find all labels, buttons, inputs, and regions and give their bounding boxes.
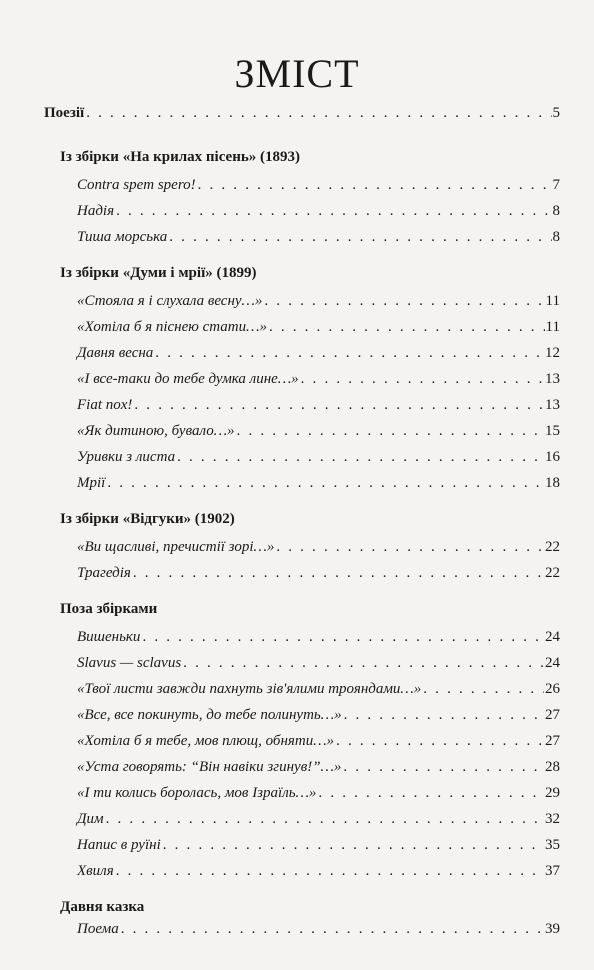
dot-leader bbox=[237, 422, 544, 440]
toc-entry-label: «Ви щасливі, пречистії зорі…» bbox=[77, 539, 275, 555]
toc-page-number: 5 bbox=[552, 105, 560, 121]
toc-entry[interactable] bbox=[44, 318, 560, 336]
toc-entry[interactable] bbox=[44, 448, 560, 466]
toc-entry[interactable] bbox=[44, 680, 560, 698]
toc-page-number: 7 bbox=[552, 177, 560, 193]
toc-entry[interactable] bbox=[44, 344, 560, 362]
toc-entry[interactable] bbox=[44, 474, 560, 492]
page-title: ЗМІСТ bbox=[234, 51, 360, 96]
toc-entry[interactable] bbox=[44, 810, 560, 828]
toc-entry-label: Уривки з листа bbox=[77, 449, 176, 465]
toc-page-number: 8 bbox=[552, 229, 560, 245]
toc-entry-label: «Твої листи завжди пахнуть зів'ялими трояндами…» bbox=[77, 681, 422, 697]
dot-leader bbox=[344, 706, 544, 724]
toc-entry-label: Хвиля bbox=[77, 863, 114, 879]
toc-entry-label: Fiat nox! bbox=[77, 397, 133, 413]
dot-leader bbox=[336, 732, 544, 750]
toc-entry-label: «Стояла я і слухала весну…» bbox=[77, 293, 263, 309]
toc-entry-label: «Все, все покинуть, до тебе полинуть…» bbox=[77, 707, 342, 723]
dot-leader bbox=[269, 318, 545, 336]
toc-entry[interactable] bbox=[44, 396, 560, 414]
toc-entry-label: «І ти колись боролась, мов Ізраїль…» bbox=[77, 785, 317, 801]
toc-page-number: 11 bbox=[545, 293, 560, 309]
dot-leader bbox=[86, 104, 551, 122]
dot-leader bbox=[142, 628, 544, 646]
toc-page-number: 29 bbox=[545, 785, 560, 801]
dot-leader bbox=[169, 228, 551, 246]
toc-entry[interactable] bbox=[44, 538, 560, 556]
toc-entry[interactable] bbox=[44, 228, 560, 246]
toc-page-number: 13 bbox=[545, 371, 560, 387]
toc-entry[interactable] bbox=[44, 292, 560, 310]
toc-entry[interactable] bbox=[44, 370, 560, 388]
toc-entry-label: Дим bbox=[77, 811, 104, 827]
toc-entry[interactable] bbox=[44, 202, 560, 220]
dot-leader bbox=[423, 680, 544, 698]
toc-entry[interactable] bbox=[44, 784, 560, 802]
toc-entry-label: Напис в руїні bbox=[77, 837, 161, 853]
toc-entry-label: «Хотіла б я піснею стати…» bbox=[77, 319, 267, 335]
toc-entry[interactable] bbox=[44, 862, 560, 880]
toc-entry-label: Мрії bbox=[77, 475, 106, 491]
toc-entry-label: Поезії bbox=[44, 105, 85, 121]
toc-page-number: 24 bbox=[545, 629, 560, 645]
toc-page-number: 11 bbox=[545, 319, 560, 335]
toc-entry[interactable] bbox=[44, 706, 560, 724]
section-heading: Давня казка bbox=[60, 899, 145, 915]
toc-entry-label: «Як дитиною, бувало…» bbox=[77, 423, 235, 439]
dot-leader bbox=[116, 862, 544, 880]
toc-page-number: 18 bbox=[545, 475, 560, 491]
toc-page-number: 15 bbox=[545, 423, 560, 439]
toc-entry-label: Трагедія bbox=[77, 565, 131, 581]
section-heading: Із збірки «Думи і мрії» (1899) bbox=[60, 265, 257, 281]
toc-entry[interactable] bbox=[44, 920, 560, 938]
toc-page-number: 8 bbox=[552, 203, 560, 219]
dot-leader bbox=[134, 396, 544, 414]
toc-entry-label: «І все-таки до тебе думка лине…» bbox=[77, 371, 299, 387]
toc-page-number: 39 bbox=[545, 921, 560, 937]
toc-entry[interactable] bbox=[44, 176, 560, 194]
toc-page-number: 22 bbox=[545, 565, 560, 581]
dot-leader bbox=[183, 654, 544, 672]
dot-leader bbox=[198, 176, 552, 194]
toc-entry-label: Contra spem spero! bbox=[77, 177, 196, 193]
toc-entry-label: «Хотіла б я тебе, мов плющ, обняти…» bbox=[77, 733, 335, 749]
dot-leader bbox=[177, 448, 544, 466]
toc-page-number: 22 bbox=[545, 539, 560, 555]
toc-page-number: 32 bbox=[545, 811, 560, 827]
toc-entry-label: Тиша морська bbox=[77, 229, 168, 245]
toc-entry-label: Давня весна bbox=[77, 345, 154, 361]
toc-entry[interactable] bbox=[44, 654, 560, 672]
dot-leader bbox=[107, 474, 544, 492]
dot-leader bbox=[163, 836, 544, 854]
section-heading: Із збірки «Відгуки» (1902) bbox=[60, 511, 235, 527]
toc-entry-label: Slavus — sclavus bbox=[77, 655, 182, 671]
toc-entry-label: Вишеньки bbox=[77, 629, 141, 645]
toc-page-number: 27 bbox=[545, 733, 560, 749]
toc-entry-poetry[interactable] bbox=[44, 104, 560, 122]
toc-entry[interactable] bbox=[44, 758, 560, 776]
toc-entry[interactable] bbox=[44, 732, 560, 750]
toc-page-number: 24 bbox=[545, 655, 560, 671]
toc-page-number: 28 bbox=[545, 759, 560, 775]
toc-page-number: 16 bbox=[545, 449, 560, 465]
toc-entry[interactable] bbox=[44, 836, 560, 854]
toc-entry-label: «Уста говорять: “Він навіки згинув!”…» bbox=[77, 759, 342, 775]
toc-page-number: 27 bbox=[545, 707, 560, 723]
toc-entry-label: Поема bbox=[77, 921, 119, 937]
dot-leader bbox=[276, 538, 544, 556]
dot-leader bbox=[106, 810, 544, 828]
section-heading: Поза збірками bbox=[60, 601, 158, 617]
dot-leader bbox=[121, 920, 544, 938]
dot-leader bbox=[343, 758, 544, 776]
toc-page-number: 13 bbox=[545, 397, 560, 413]
dot-leader bbox=[301, 370, 544, 388]
toc-entry[interactable] bbox=[44, 564, 560, 582]
toc-page-number: 35 bbox=[545, 837, 560, 853]
toc-page-number: 26 bbox=[545, 681, 560, 697]
toc-entry[interactable] bbox=[44, 422, 560, 440]
toc-page-number: 37 bbox=[545, 863, 560, 879]
dot-leader bbox=[133, 564, 544, 582]
section-heading: Із збірки «На крилах пісень» (1893) bbox=[60, 149, 301, 165]
dot-leader bbox=[155, 344, 544, 362]
toc-entry-label: Надія bbox=[77, 203, 115, 219]
dot-leader bbox=[264, 292, 544, 310]
toc-entry[interactable] bbox=[44, 628, 560, 646]
toc-page-number: 12 bbox=[545, 345, 560, 361]
dot-leader bbox=[116, 202, 551, 220]
dot-leader bbox=[318, 784, 544, 802]
